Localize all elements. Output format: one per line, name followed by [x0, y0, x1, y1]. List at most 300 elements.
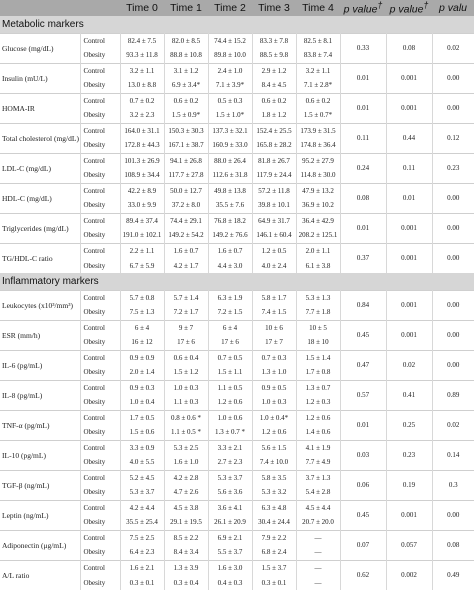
time-value-cell: 4.2 ± 1.7 [164, 258, 208, 273]
time-value-cell: 0.3 ± 0.1 [120, 575, 164, 590]
table-row [0, 243, 474, 258]
measure-label: IL-10 (pg/mL) [0, 440, 80, 470]
time-value-cell: 5.3 ± 1.3 [296, 290, 340, 305]
time-value-cell: 1.2 ± 0.6 [208, 395, 252, 410]
header-blank [0, 0, 120, 16]
time-value-cell: 39.8 ± 10.1 [252, 198, 296, 213]
time-value-cell: 0.6 ± 0.2 [252, 93, 296, 108]
group-label: Control [80, 63, 120, 78]
time-value-cell: 0.9 ± 0.5 [252, 380, 296, 395]
time-value-cell: 0.6 ± 0.2 [164, 93, 208, 108]
table-row [0, 500, 474, 515]
p-value-cell: 0.03 [340, 440, 386, 470]
time-value-cell: 1.4 ± 0.6 [296, 425, 340, 440]
time-value-cell: 64.9 ± 31.7 [252, 213, 296, 228]
time-value-cell: — [296, 545, 340, 560]
time-value-cell: 7.2 ± 1.7 [164, 305, 208, 320]
p-value-cell: 0.44 [386, 123, 432, 153]
time-value-cell: 1.3 ± 0.7 * [208, 425, 252, 440]
header-p-value-1-mark: † [377, 0, 383, 11]
time-value-cell: 1.1 ± 0.5 [208, 380, 252, 395]
p-value-cell: 0.00 [432, 290, 474, 320]
time-value-cell: 8.4 ± 3.4 [164, 545, 208, 560]
header-p-value-3: p valu [438, 2, 468, 14]
time-value-cell: — [296, 575, 340, 590]
time-value-cell: 1.0 ± 0.6 [208, 410, 252, 425]
time-value-cell: 13.0 ± 8.8 [120, 78, 164, 93]
table-row [0, 560, 474, 575]
measure-label: Leukocytes (x10³/mm³) [0, 290, 80, 320]
time-value-cell: 1.5 ± 1.1 [208, 365, 252, 380]
section-header-row [0, 273, 474, 290]
p-value-cell: 0.3 [432, 470, 474, 500]
header-row [0, 0, 474, 16]
group-label: Obesity [80, 138, 120, 153]
p-value-cell: 0.62 [340, 560, 386, 590]
time-value-cell: 17 ± 7 [252, 335, 296, 350]
time-value-cell: 5.6 ± 1.5 [252, 440, 296, 455]
time-value-cell: 82.5 ± 8.1 [296, 33, 340, 48]
p-value-cell: 0.23 [432, 153, 474, 183]
p-value-cell: 0.08 [340, 183, 386, 213]
time-value-cell: 36.9 ± 10.2 [296, 198, 340, 213]
time-value-cell: 208.2 ± 125.1 [296, 228, 340, 243]
time-value-cell: 3.3 ± 2.1 [208, 440, 252, 455]
group-label: Obesity [80, 228, 120, 243]
p-value-cell: 0.23 [386, 440, 432, 470]
time-value-cell: 3.1 ± 1.2 [164, 63, 208, 78]
group-label: Obesity [80, 198, 120, 213]
time-value-cell: 7.4 ± 10.0 [252, 455, 296, 470]
time-value-cell: 30.4 ± 24.4 [252, 515, 296, 530]
time-value-cell: 6.1 ± 3.8 [296, 258, 340, 273]
p-value-cell: 0.84 [340, 290, 386, 320]
group-label: Control [80, 320, 120, 335]
group-label: Obesity [80, 335, 120, 350]
group-label: Control [80, 470, 120, 485]
time-value-cell: 191.0 ± 102.1 [120, 228, 164, 243]
time-value-cell: 1.6 ± 2.1 [120, 560, 164, 575]
time-value-cell: 1.0 ± 0.3 [164, 380, 208, 395]
header-time-0: Time 0 [126, 2, 158, 14]
time-value-cell: 114.8 ± 30.0 [296, 168, 340, 183]
time-value-cell: 1.5 ± 0.9* [164, 108, 208, 123]
group-label: Obesity [80, 78, 120, 93]
p-value-cell: 0.12 [432, 123, 474, 153]
time-value-cell: 1.5 ± 0.6 [120, 425, 164, 440]
p-value-cell: 0.25 [386, 410, 432, 440]
time-value-cell: 0.7 ± 0.3 [252, 350, 296, 365]
group-label: Obesity [80, 455, 120, 470]
measure-label: Total cholesterol (mg/dL) [0, 123, 80, 153]
time-value-cell: 1.2 ± 0.3 [296, 395, 340, 410]
group-label: Control [80, 123, 120, 138]
time-value-cell: 2.9 ± 1.2 [252, 63, 296, 78]
table-row [0, 320, 474, 335]
table-row [0, 213, 474, 228]
p-value-cell: 0.08 [386, 33, 432, 63]
p-value-cell: 0.49 [432, 560, 474, 590]
table-row [0, 93, 474, 108]
section-title: Inflammatory markers [2, 275, 99, 287]
time-value-cell: 165.8 ± 28.2 [252, 138, 296, 153]
measure-label: TNF-α (pg/mL) [0, 410, 80, 440]
time-value-cell: 5.3 ± 3.7 [120, 485, 164, 500]
time-value-cell: 2.2 ± 1.1 [120, 243, 164, 258]
p-value-cell: 0.001 [386, 63, 432, 93]
measure-label: Triglycerides (mg/dL) [0, 213, 80, 243]
group-label: Obesity [80, 545, 120, 560]
time-value-cell: 164.0 ± 31.1 [120, 123, 164, 138]
header-p-value-2-mark: † [423, 0, 429, 11]
p-value-cell: 0.14 [432, 440, 474, 470]
time-value-cell: 4.2 ± 2.8 [164, 470, 208, 485]
group-label: Obesity [80, 168, 120, 183]
time-value-cell: 93.3 ± 11.8 [120, 48, 164, 63]
time-value-cell: 101.3 ± 26.9 [120, 153, 164, 168]
time-value-cell: — [296, 530, 340, 545]
group-label: Control [80, 290, 120, 305]
measure-label: TGF-β (ng/mL) [0, 470, 80, 500]
p-value-cell: 0.02 [432, 410, 474, 440]
time-value-cell: 3.2 ± 1.1 [296, 63, 340, 78]
time-value-cell: 0.7 ± 0.5 [208, 350, 252, 365]
time-value-cell: 1.7 ± 0.8 [296, 365, 340, 380]
table-row [0, 123, 474, 138]
p-value-cell: 0.08 [432, 530, 474, 560]
p-value-cell: 0.00 [432, 183, 474, 213]
measure-label: Glucose (mg/dL) [0, 33, 80, 63]
time-value-cell: 5.7 ± 0.8 [120, 290, 164, 305]
time-value-cell: 117.7 ± 27.8 [164, 168, 208, 183]
group-label: Control [80, 93, 120, 108]
header-p-value-2-label: p value [389, 3, 424, 16]
time-value-cell: 1.0 ± 0.4* [252, 410, 296, 425]
time-value-cell: 17 ± 6 [208, 335, 252, 350]
table-row [0, 530, 474, 545]
time-value-cell: 6.8 ± 2.4 [252, 545, 296, 560]
time-value-cell: 4.0 ± 5.5 [120, 455, 164, 470]
table-row [0, 350, 474, 365]
p-value-cell: 0.00 [432, 350, 474, 380]
group-label: Control [80, 183, 120, 198]
time-value-cell: 7.5 ± 2.5 [120, 530, 164, 545]
p-value-cell: 0.41 [386, 380, 432, 410]
time-value-cell: 150.3 ± 30.3 [164, 123, 208, 138]
time-value-cell: 5.4 ± 2.8 [296, 485, 340, 500]
time-value-cell: 7.9 ± 2.2 [252, 530, 296, 545]
time-value-cell: 1.3 ± 0.7 [296, 380, 340, 395]
time-value-cell: 6.3 ± 4.8 [252, 500, 296, 515]
group-label: Control [80, 530, 120, 545]
time-value-cell: 7.4 ± 1.5 [252, 305, 296, 320]
measure-label: HDL-C (mg/dL) [0, 183, 80, 213]
time-value-cell: 35.5 ± 7.6 [208, 198, 252, 213]
table-header [0, 0, 474, 16]
time-value-cell: 1.3 ± 1.0 [252, 365, 296, 380]
time-value-cell: 4.1 ± 1.9 [296, 440, 340, 455]
time-value-cell: 89.4 ± 37.4 [120, 213, 164, 228]
time-value-cell: 20.7 ± 20.0 [296, 515, 340, 530]
time-value-cell: 36.4 ± 42.9 [296, 213, 340, 228]
p-value-cell: 0.001 [386, 500, 432, 530]
time-value-cell: 160.9 ± 33.0 [208, 138, 252, 153]
time-value-cell: 5.5 ± 3.7 [208, 545, 252, 560]
time-value-cell: 17 ± 6 [164, 335, 208, 350]
time-value-cell: 1.7 ± 0.5 [120, 410, 164, 425]
p-value-cell: 0.45 [340, 500, 386, 530]
group-label: Control [80, 500, 120, 515]
time-value-cell: 117.9 ± 24.4 [252, 168, 296, 183]
time-value-cell: 95.2 ± 27.9 [296, 153, 340, 168]
time-value-cell: 6.3 ± 1.9 [208, 290, 252, 305]
time-value-cell: 4.4 ± 3.0 [208, 258, 252, 273]
measure-label: LDL-C (mg/dL) [0, 153, 80, 183]
group-label: Control [80, 410, 120, 425]
p-value-cell: 0.37 [340, 243, 386, 273]
time-value-cell: 1.0 ± 0.4 [120, 395, 164, 410]
time-value-cell: 2.0 ± 1.4 [120, 365, 164, 380]
group-label: Control [80, 33, 120, 48]
measure-label: ESR (mm/h) [0, 320, 80, 350]
time-value-cell: 2.4 ± 1.0 [208, 63, 252, 78]
time-value-cell: 49.8 ± 13.8 [208, 183, 252, 198]
p-value-cell: 0.02 [432, 33, 474, 63]
measure-label: TG/HDL-C ratio [0, 243, 80, 273]
time-value-cell: 4.5 ± 3.8 [164, 500, 208, 515]
time-value-cell: 1.6 ± 1.0 [164, 455, 208, 470]
group-label: Control [80, 350, 120, 365]
time-value-cell: 1.2 ± 0.6 [296, 410, 340, 425]
p-value-cell: 0.00 [432, 93, 474, 123]
measure-label: A/L ratio [0, 560, 80, 590]
p-value-cell: 0.001 [386, 320, 432, 350]
time-value-cell: 50.0 ± 12.7 [164, 183, 208, 198]
time-value-cell: 5.7 ± 1.4 [164, 290, 208, 305]
p-value-cell: 0.33 [340, 33, 386, 63]
table-row [0, 183, 474, 198]
time-value-cell: 1.1 ± 0.5 * [164, 425, 208, 440]
measure-label: HOMA-IR [0, 93, 80, 123]
time-value-cell: 0.6 ± 0.2 [296, 93, 340, 108]
p-value-cell: 0.19 [386, 470, 432, 500]
time-value-cell: 6 ± 4 [208, 320, 252, 335]
time-value-cell: 7.1 ± 3.9* [208, 78, 252, 93]
table-row [0, 380, 474, 395]
p-value-cell: 0.00 [432, 63, 474, 93]
p-value-cell: 0.47 [340, 350, 386, 380]
time-value-cell: 1.0 ± 0.3 [252, 395, 296, 410]
time-value-cell: 0.5 ± 0.3 [208, 93, 252, 108]
time-value-cell: 35.5 ± 25.4 [120, 515, 164, 530]
time-value-cell: 8.4 ± 4.5 [252, 78, 296, 93]
time-value-cell: 1.2 ± 0.5 [252, 243, 296, 258]
header-time-3: Time 3 [258, 2, 290, 14]
time-value-cell: 82.0 ± 8.5 [164, 33, 208, 48]
group-label: Control [80, 560, 120, 575]
time-value-cell: 76.8 ± 18.2 [208, 213, 252, 228]
time-value-cell: 0.3 ± 0.4 [164, 575, 208, 590]
p-value-cell: 0.002 [386, 560, 432, 590]
time-value-cell: 7.7 ± 4.9 [296, 455, 340, 470]
time-value-cell: 4.2 ± 4.4 [120, 500, 164, 515]
group-label: Obesity [80, 425, 120, 440]
time-value-cell: 74.4 ± 15.2 [208, 33, 252, 48]
p-value-cell: 0.57 [340, 380, 386, 410]
time-value-cell: 0.9 ± 0.3 [120, 380, 164, 395]
p-value-cell: 0.11 [386, 153, 432, 183]
measure-label: Insulin (mU/L) [0, 63, 80, 93]
time-value-cell: 29.1 ± 19.5 [164, 515, 208, 530]
time-value-cell: 167.1 ± 38.7 [164, 138, 208, 153]
p-value-cell: 0.45 [340, 320, 386, 350]
time-value-cell: 6.9 ± 3.4* [164, 78, 208, 93]
p-value-cell: 0.057 [386, 530, 432, 560]
time-value-cell: 57.2 ± 11.8 [252, 183, 296, 198]
p-value-cell: 0.11 [340, 123, 386, 153]
table-row [0, 290, 474, 305]
time-value-cell: 26.1 ± 20.9 [208, 515, 252, 530]
time-value-cell: 5.2 ± 4.5 [120, 470, 164, 485]
time-value-cell: 18 ± 10 [296, 335, 340, 350]
time-value-cell: 10 ± 5 [296, 320, 340, 335]
time-value-cell: — [296, 560, 340, 575]
p-value-cell: 0.00 [432, 500, 474, 530]
time-value-cell: 33.0 ± 9.9 [120, 198, 164, 213]
time-value-cell: 1.2 ± 0.6 [252, 425, 296, 440]
time-value-cell: 5.6 ± 3.6 [208, 485, 252, 500]
p-value-cell: 0.06 [340, 470, 386, 500]
time-value-cell: 108.9 ± 34.4 [120, 168, 164, 183]
section-header-row [0, 16, 474, 33]
time-value-cell: 0.7 ± 0.2 [120, 93, 164, 108]
group-label: Obesity [80, 48, 120, 63]
time-value-cell: 0.6 ± 0.4 [164, 350, 208, 365]
time-value-cell: 2.0 ± 1.1 [296, 243, 340, 258]
time-value-cell: 88.0 ± 26.4 [208, 153, 252, 168]
table-row [0, 470, 474, 485]
header-time-1: Time 1 [170, 2, 202, 14]
p-value-cell: 0.001 [386, 213, 432, 243]
p-value-cell: 0.01 [340, 410, 386, 440]
time-value-cell: 3.2 ± 2.3 [120, 108, 164, 123]
group-label: Obesity [80, 108, 120, 123]
time-value-cell: 152.4 ± 25.5 [252, 123, 296, 138]
time-value-cell: 94.1 ± 26.8 [164, 153, 208, 168]
p-value-cell: 0.01 [340, 213, 386, 243]
p-value-cell: 0.89 [432, 380, 474, 410]
p-value-cell: 0.00 [432, 213, 474, 243]
time-value-cell: 5.8 ± 3.5 [252, 470, 296, 485]
p-value-cell: 0.00 [432, 243, 474, 273]
time-value-cell: 5.8 ± 1.7 [252, 290, 296, 305]
time-value-cell: 82.4 ± 7.5 [120, 33, 164, 48]
time-value-cell: 42.2 ± 8.9 [120, 183, 164, 198]
time-value-cell: 1.8 ± 1.2 [252, 108, 296, 123]
time-value-cell: 1.6 ± 0.7 [164, 243, 208, 258]
table-row [0, 153, 474, 168]
time-value-cell: 0.9 ± 0.9 [120, 350, 164, 365]
group-label: Obesity [80, 515, 120, 530]
time-value-cell: 5.3 ± 2.5 [164, 440, 208, 455]
time-value-cell: 6 ± 4 [120, 320, 164, 335]
p-value-cell: 0.24 [340, 153, 386, 183]
p-value-cell: 0.001 [386, 93, 432, 123]
time-value-cell: 4.5 ± 4.4 [296, 500, 340, 515]
time-value-cell: 8.5 ± 2.2 [164, 530, 208, 545]
time-value-cell: 1.5 ± 1.0* [208, 108, 252, 123]
time-value-cell: 6.7 ± 5.9 [120, 258, 164, 273]
group-label: Control [80, 243, 120, 258]
table-row [0, 440, 474, 455]
time-value-cell: 137.3 ± 32.1 [208, 123, 252, 138]
table-row [0, 63, 474, 78]
time-value-cell: 4.0 ± 2.4 [252, 258, 296, 273]
time-value-cell: 47.9 ± 13.2 [296, 183, 340, 198]
time-value-cell: 83.8 ± 7.4 [296, 48, 340, 63]
p-value-cell: 0.01 [340, 63, 386, 93]
time-value-cell: 3.6 ± 4.1 [208, 500, 252, 515]
time-value-cell: 88.5 ± 9.8 [252, 48, 296, 63]
group-label: Obesity [80, 365, 120, 380]
group-label: Obesity [80, 575, 120, 590]
time-value-cell: 1.5 ± 0.7* [296, 108, 340, 123]
p-value-cell: 0.01 [386, 183, 432, 213]
time-value-cell: 173.9 ± 31.5 [296, 123, 340, 138]
header-p-value-1 [340, 0, 386, 16]
time-value-cell: 3.3 ± 0.9 [120, 440, 164, 455]
time-value-cell: 88.8 ± 10.8 [164, 48, 208, 63]
time-value-cell: 7.7 ± 1.8 [296, 305, 340, 320]
p-value-cell: 0.001 [386, 290, 432, 320]
time-value-cell: 4.7 ± 2.6 [164, 485, 208, 500]
time-value-cell: 10 ± 6 [252, 320, 296, 335]
measure-label: IL-6 (pg/mL) [0, 350, 80, 380]
time-value-cell: 16 ± 12 [120, 335, 164, 350]
time-value-cell: 1.6 ± 3.0 [208, 560, 252, 575]
time-value-cell: 37.2 ± 8.0 [164, 198, 208, 213]
time-value-cell: 0.8 ± 0.6 * [164, 410, 208, 425]
time-value-cell: 1.3 ± 3.9 [164, 560, 208, 575]
time-value-cell: 0.4 ± 0.3 [208, 575, 252, 590]
time-value-cell: 174.8 ± 36.4 [296, 138, 340, 153]
time-value-cell: 1.5 ± 3.7 [252, 560, 296, 575]
time-value-cell: 3.7 ± 1.3 [296, 470, 340, 485]
group-label: Obesity [80, 258, 120, 273]
group-label: Control [80, 380, 120, 395]
time-value-cell: 1.5 ± 1.2 [164, 365, 208, 380]
time-value-cell: 5.3 ± 3.7 [208, 470, 252, 485]
time-value-cell: 74.4 ± 29.1 [164, 213, 208, 228]
time-value-cell: 3.2 ± 1.1 [120, 63, 164, 78]
section-title: Metabolic markers [2, 18, 84, 30]
p-value-cell: 0.00 [432, 320, 474, 350]
header-time-4: Time 4 [302, 2, 334, 14]
p-value-cell: 0.01 [340, 93, 386, 123]
time-value-cell: 83.3 ± 7.8 [252, 33, 296, 48]
time-value-cell: 81.8 ± 26.7 [252, 153, 296, 168]
time-value-cell: 5.3 ± 3.2 [252, 485, 296, 500]
time-value-cell: 7.5 ± 1.3 [120, 305, 164, 320]
table-row [0, 33, 474, 48]
p-value-cell: 0.07 [340, 530, 386, 560]
header-p-value-2 [386, 0, 432, 16]
table-body [0, 16, 474, 590]
time-value-cell: 149.2 ± 54.2 [164, 228, 208, 243]
time-value-cell: 0.3 ± 0.1 [252, 575, 296, 590]
group-label: Control [80, 213, 120, 228]
table-row [0, 410, 474, 425]
